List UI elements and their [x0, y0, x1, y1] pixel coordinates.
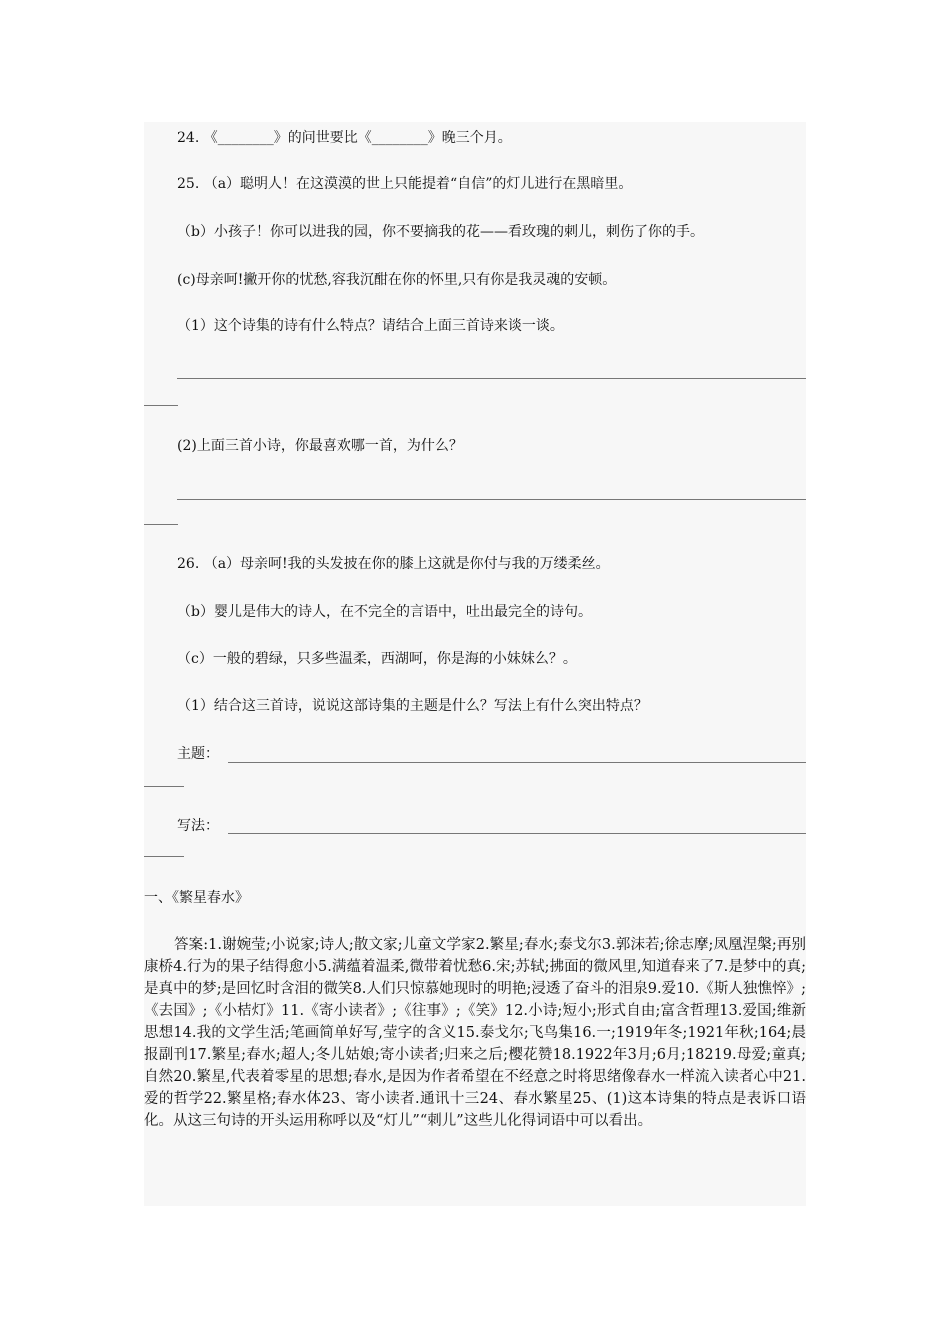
- answer-paragraph: 答案:1.谢婉莹;小说家;诗人;散文家;儿童文学家2.繁星;春水;泰戈尔3.郭沫若;徐志摩;凤凰涅槃;再别康桥4.行为的果子结得愈小5.满蕴着温柔,微带着忧愁6.宋;苏轼;拂面的微风里,知道春来了7.是梦中的真;是真中的梦;是回忆时含泪的微笑8.人们只惊慕她现时的明艳;浸透了奋斗的泪泉9.爱10.《斯人独憔悴》;《去国》;《小桔灯》11.《寄小读者》;《往事》;《笑》12.小诗;短小;形式自由;富含哲理13.爱国;维新思想14.我的文学生活;笔画简单好写,莹字的含义15.泰戈尔;飞鸟集16.一;1919年冬;1921年秋;164;晨报副刊17.繁星;春水;超人;冬儿姑娘;寄小读者;归来之后;樱花赞18.1922年3月;6月;18219.母爱;童真;自然20.繁星,代表着零星的思想;春水,是因为作者希望在不经意之时将思绪像春水一样流入读者心中21.爱的哲学22.繁星格;春水体23、寄小读者.通讯十三24、春水繁星25、(1)这本诗集的特点是表诉口语化。从这三句诗的开头运用称呼以及“灯儿”“刺儿”这些儿化得词语中可以看出。: [144, 937, 806, 1129]
- answer-line-tail: [144, 786, 184, 787]
- question-26-poem-a: 26. （a）母亲呵!我的头发披在你的膝上这就是你付与我的万缕柔丝。: [177, 556, 610, 572]
- question-25-poem-c: (c)母亲呵!撇开你的忧愁,容我沉酣在你的怀里,只有你是我灵魂的安顿。: [177, 272, 617, 288]
- answer-line-tail: [144, 856, 184, 857]
- question-26-sub1: （1）结合这三首诗，说说这部诗集的主题是什么？写法上有什么突出特点？: [177, 698, 648, 714]
- question-25-sub1: （1）这个诗集的诗有什么特点？请结合上面三首诗来谈一谈。: [177, 318, 564, 334]
- question-26-poem-c: （c）一般的碧绿，只多些温柔，西湖呵，你是海的小妹妹么？。: [177, 651, 577, 667]
- question-24: 24. 《________》的问世要比《________》晚三个月。: [177, 130, 512, 146]
- theme-answer-line: [228, 762, 806, 763]
- method-answer-line: [228, 833, 806, 834]
- answer-line: [177, 499, 806, 500]
- answer-line-tail: [144, 524, 178, 525]
- answer-line-tail: [144, 405, 178, 406]
- method-label: 写法：: [177, 818, 219, 834]
- question-26-poem-b: （b）婴儿是伟大的诗人，在不完全的言语中，吐出最完全的诗句。: [177, 604, 592, 620]
- section-title: 一、《繁星春水》: [144, 890, 249, 906]
- question-25-sub2: (2)上面三首小诗，你最喜欢哪一首，为什么？: [177, 438, 463, 454]
- question-25-poem-a: 25. （a）聪明人！在这漠漠的世上只能提着“自信”的灯儿进行在黑暗里。: [177, 176, 633, 192]
- answer-line: [177, 378, 806, 379]
- question-25-poem-b: （b）小孩子！你可以进我的园，你不要摘我的花——看玫瑰的刺儿，刺伤了你的手。: [177, 224, 704, 240]
- theme-label: 主题：: [177, 746, 219, 762]
